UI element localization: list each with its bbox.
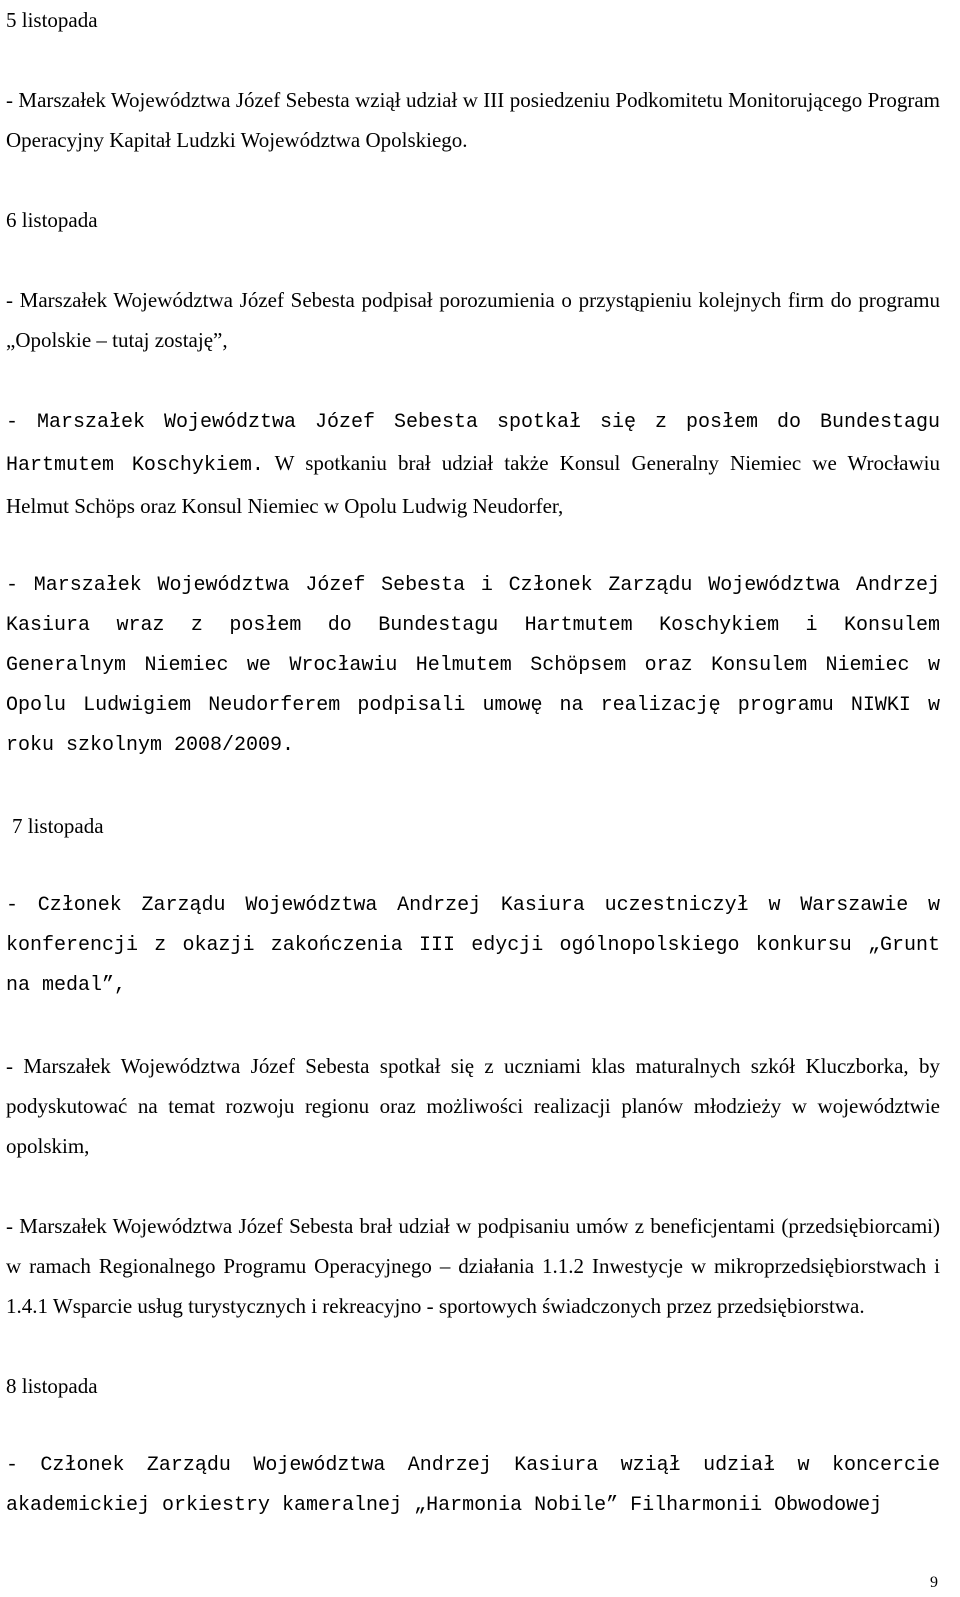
section-date: 7 listopada xyxy=(12,814,104,838)
entry-paragraph: - Marszałek Województwa Józef Sebesta podpisał porozumienia o przystąpieniu kolejnych firm do programu „Opolskie – tutaj zostaję”, xyxy=(6,288,940,352)
entry-paragraph: - Członek Zarządu Województwa Andrzej Kasiura uczestniczył w Warszawie w konferencji z okazji zakończenia III edycji ogólnopolskiego konkursu „Grunt na medal”, xyxy=(6,894,940,997)
entry-text-serif: W spotkaniu brał udział także Konsul Generalny Niemiec we Wrocławiu Helmut Schöps oraz Konsul Niemiec w Opolu Ludwig Neudorfer, xyxy=(6,451,940,518)
entry-paragraph: - Marszałek Województwa Józef Sebesta i Członek Zarządu Województwa Andrzej Kasiura wraz z posłem do Bundestagu Hartmutem Koschykiem i Konsulem Generalnym Niemiec we Wrocławiu Helmutem Schöpsem oraz Konsulem Niemiec w Opolu Ludwigiem Neudorferem podpisali umowę na realizację programu NIWKI w roku szkolnym 2008/2009. xyxy=(6,574,940,757)
section-date: 8 listopada xyxy=(6,1374,98,1398)
entry-paragraph: - Marszałek Województwa Józef Sebesta wziął udział w III posiedzeniu Podkomitetu Monitorującego Program Operacyjny Kapitał Ludzki Województwa Opolskiego. xyxy=(6,88,940,152)
entry-paragraph: - Marszałek Województwa Józef Sebesta brał udział w podpisaniu umów z beneficjentami (przedsiębiorcami) w ramach Regionalnego Programu Operacyjnego – działania 1.1.2 Inwestycje w mikroprzedsiębiorstwach i 1.4.1 Wsparcie usług turystycznych i rekreacyjno - sportowych świadczonych przez przedsiębiorstwa. xyxy=(6,1214,940,1318)
section-date: 5 listopada xyxy=(6,8,98,32)
page-number: 9 xyxy=(930,1574,938,1591)
entry-paragraph xyxy=(6,400,940,526)
entry-text-mono: - Marszałek Województwa Józef Sebesta spotkał się z posłem do Bundestagu Hartmutem Koschykiem. xyxy=(6,411,940,477)
entry-paragraph: - Marszałek Województwa Józef Sebesta spotkał się z uczniami klas maturalnych szkół Kluczborka, by podyskutować na temat rozwoju regionu oraz możliwości realizacji planów młodzieży w województwie opolskim, xyxy=(6,1054,940,1158)
section-date: 6 listopada xyxy=(6,208,98,232)
document-page xyxy=(6,0,940,1526)
entry-paragraph: - Członek Zarządu Województwa Andrzej Kasiura wziął udział w koncercie akademickiej orkiestry kameralnej „Harmonia Nobile” Filharmonii Obwodowej xyxy=(6,1454,940,1517)
